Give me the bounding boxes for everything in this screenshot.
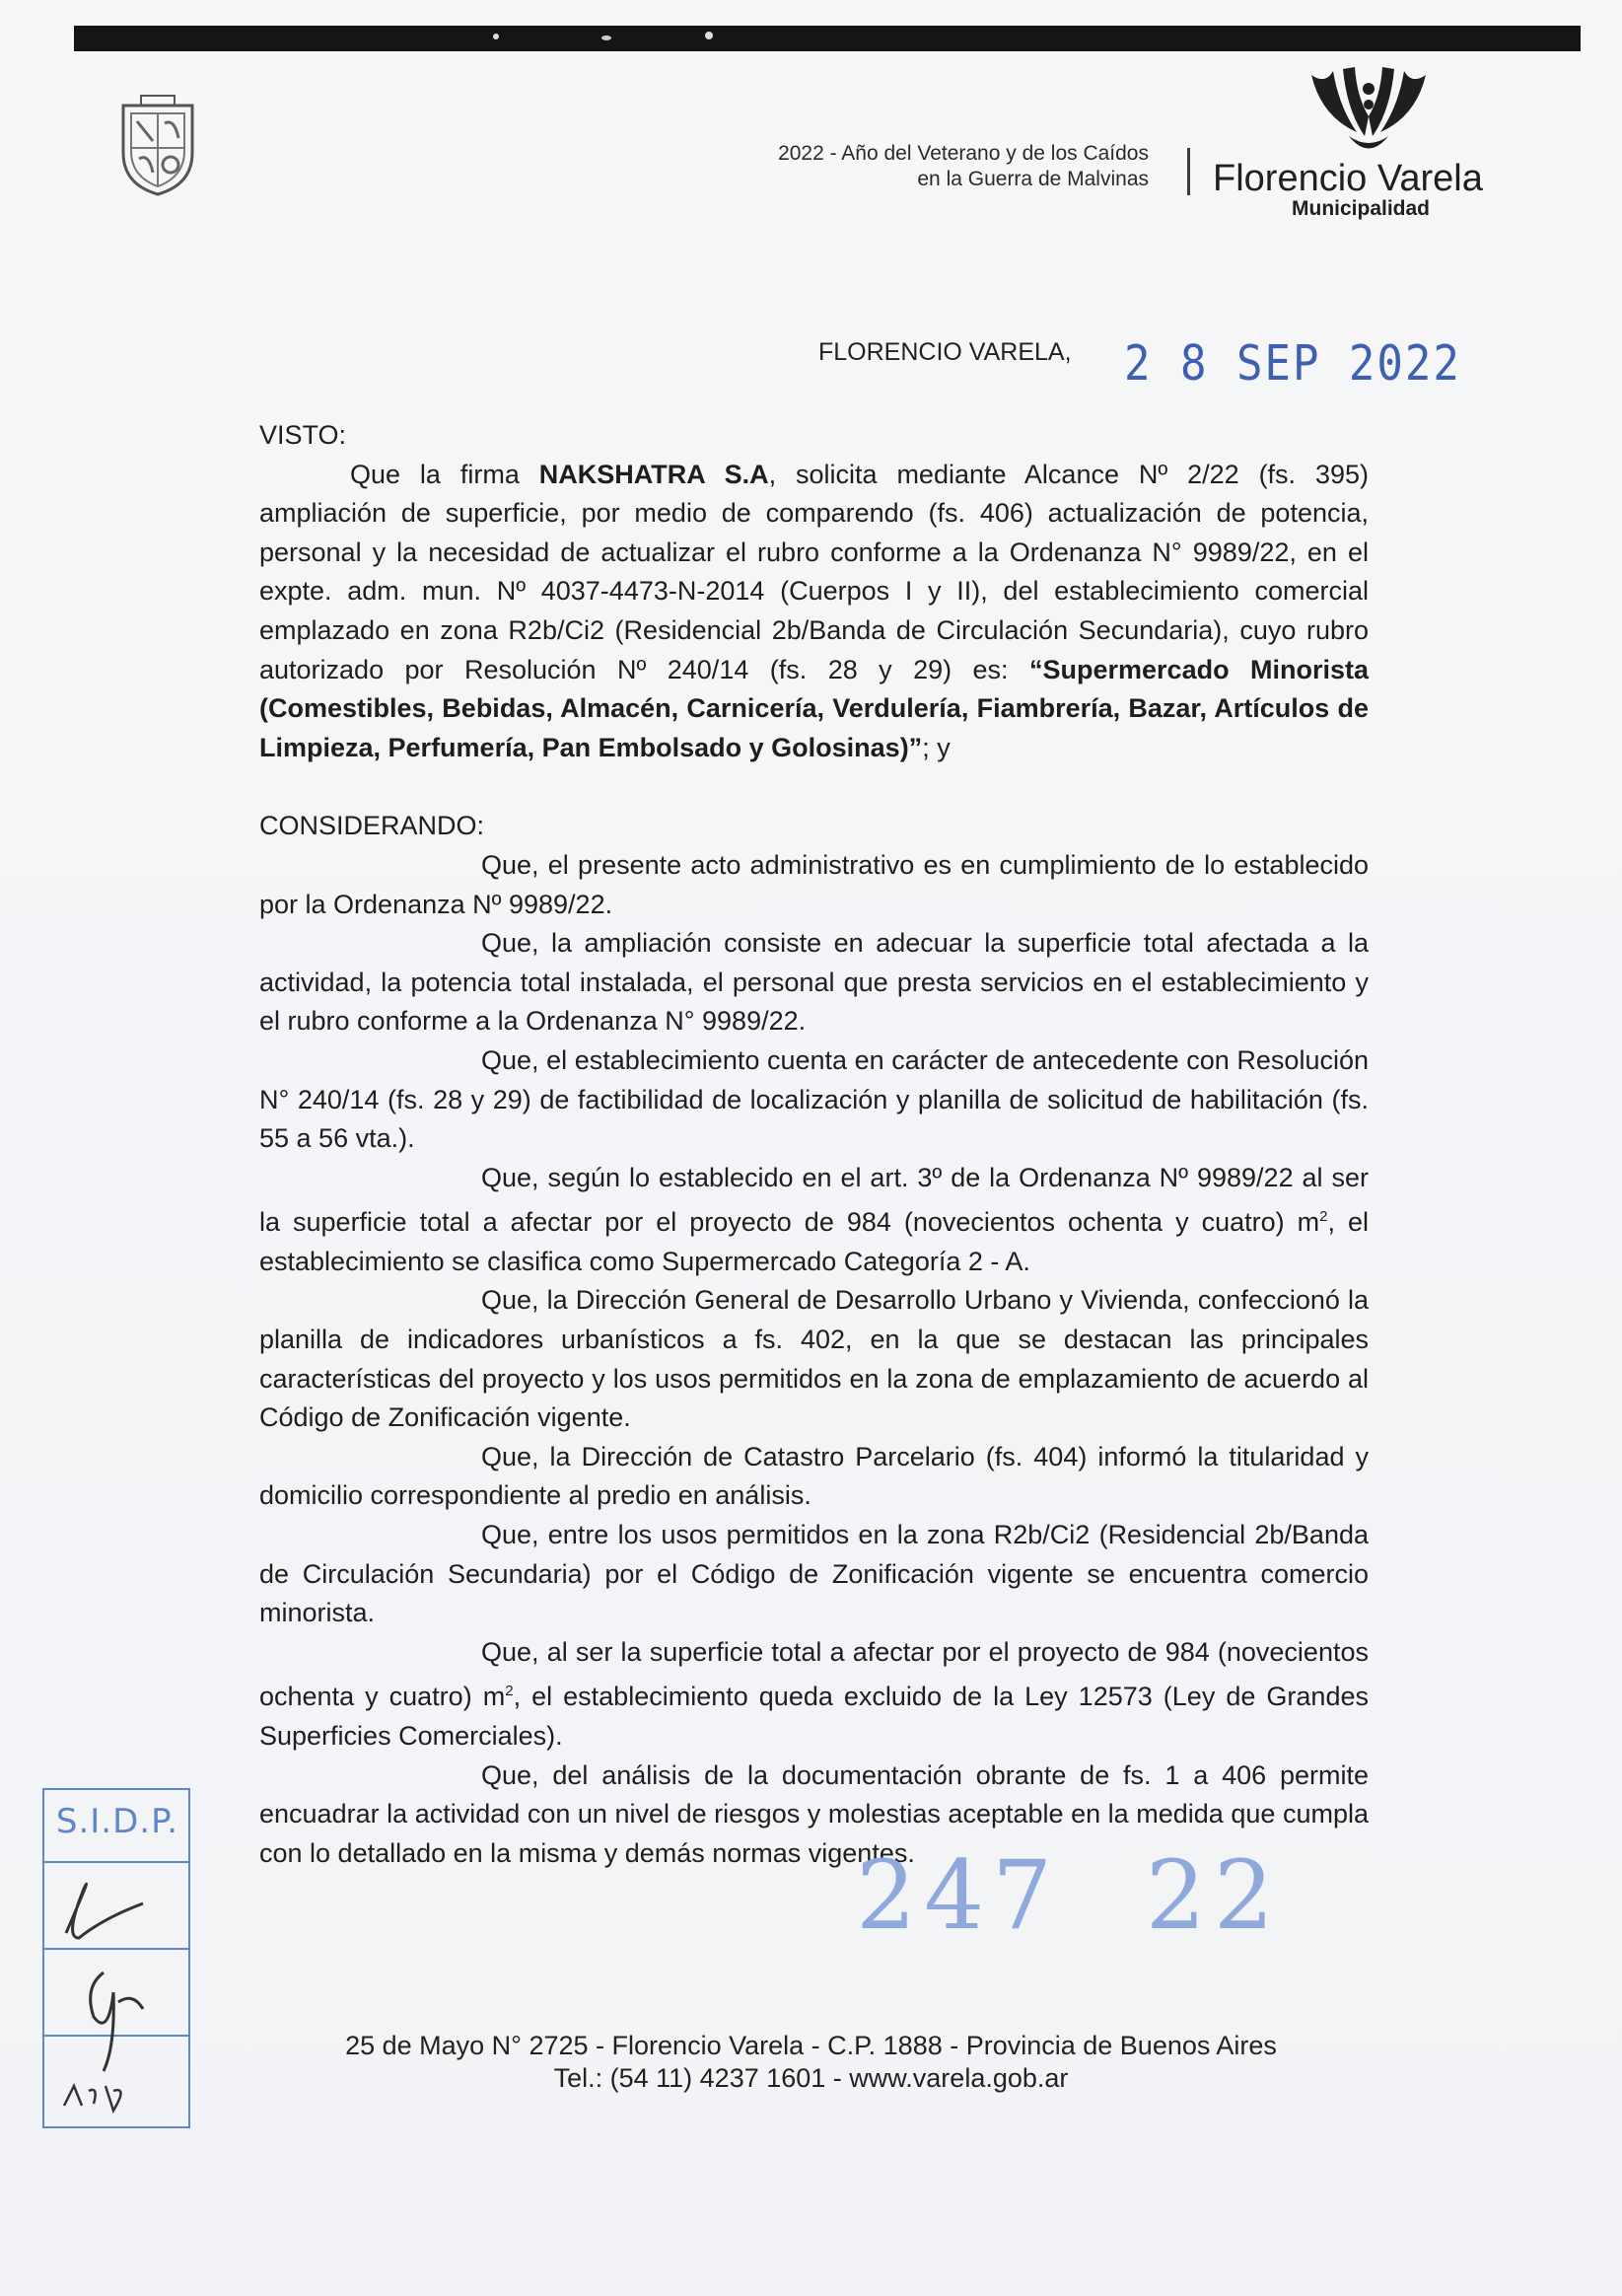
scan-top-bar (74, 26, 1581, 51)
logo-name: Florencio Varela (1213, 158, 1483, 199)
logo-subtitle: Municipalidad (1292, 197, 1431, 220)
considerando-paragraph-9: Que, del análisis de la documentación obrante de fs. 1 a 406 permite encuadrar la actividad con un nivel de riesgos y molestias aceptable en la medida que cumpla con lo detallado en la misma y demás normas vigentes. (259, 1759, 1369, 1868)
scan-speck (705, 32, 713, 39)
considerando-paragraph-5: Que, la Dirección General de Desarrollo Urbano y Vivienda, confeccionó la planilla de indicadores urbanísticos a fs. 402, en la que se destacan las principales características del proyecto y los usos permitidos en la zona de emplazamiento de acuerdo al Código de Zonificación vigente. (259, 1285, 1369, 1433)
year-motto (592, 141, 1149, 192)
considerando-8-text-b: , el establecimiento queda excluido de la Ley 12573 (Ley de Grandes Superficies Comerciales). (259, 1682, 1369, 1751)
considerando-paragraph-7: Que, entre los usos permitidos en la zona R2b/Ci2 (Residencial 2b/Banda de Circulación Secundaria) por el Código de Zonificación vigente se encuentra comercio minorista. (259, 1520, 1369, 1628)
square-superscript: 2 (505, 1683, 514, 1700)
considerando-paragraph-3: Que, el establecimiento cuenta en carácter de antecedente con Resolución N° 240/14 (fs. 28 y 29) de factibilidad de localización y planilla de solicitud de habilitación (fs. 55 a 56 vta.). (259, 1044, 1369, 1154)
visto-text-middle: , solicita mediante Alcance Nº 2/22 (fs. 395) ampliación de superficie, por medio de comparendo (fs. 406) actualización de potencia, personal y la necesidad de actualizar el rubro conforme a la Ordenanza N° 9989/22, en el expte. adm. mun. Nº 4037-4473-N-2014 (Cuerpos I y II), del establecimiento comercial emplazado en zona R2b/Ci2 (Residencial 2b/Banda de Circulación Secundaria), cuyo rubro autorizado por Resolución Nº 240/14 (fs. 28 y 29) es: (259, 459, 1369, 684)
visto-text-start: Que la firma (350, 459, 539, 489)
considerando-label: CONSIDERANDO: (259, 811, 485, 841)
year-motto-line1: 2022 - Año del Veterano y de los Caídos (778, 142, 1149, 165)
municipal-crest-icon (113, 94, 202, 197)
footer-address-line: 25 de Mayo N° 2725 - Florencio Varela - C.P. 1888 - Provincia de Buenos Aires (345, 2031, 1277, 2060)
considerando-paragraph-4 (259, 1159, 1369, 1282)
considerando-paragraph-2: Que, la ampliación consiste en adecuar la superficie total afectada a la actividad, la potencia total instalada, el personal que presta servicios en el establecimiento y el rubro conforme a la Ordenanza N° 9989/22. (259, 928, 1369, 1037)
authorized-rubro: “Supermercado Minorista (Comestibles, Bebidas, Almacén, Carnicería, Verdulería, Fiambrería, Bazar, Artículos de Limpieza, Perfumería, Pan Embolsado y Golosinas)” (259, 654, 1370, 762)
visto-paragraph (259, 456, 1369, 768)
place-label: FLORENCIO VARELA, (818, 338, 1072, 366)
visto-text-end: ; y (922, 732, 951, 762)
footer-contact-line: Tel.: (54 11) 4237 1601 - www.varela.gob.ar (553, 2063, 1069, 2093)
considerando-paragraph-6: Que, la Dirección de Catastro Parcelario (fs. 404) informó la titularidad y domicilio correspondiente al predio en análisis. (259, 1441, 1369, 1511)
date-stamp: 2 8 SEP 2022 (1124, 335, 1461, 393)
year-motto-line2: en la Guerra de Malvinas (917, 168, 1149, 190)
resolution-number-stamp: 247 22 (856, 1840, 1282, 1951)
footer-address (197, 2030, 1425, 2095)
florencio-varela-logo-icon (1300, 67, 1438, 161)
document-body (259, 416, 1369, 1873)
handwritten-initials-icon (44, 1790, 192, 2130)
considerando-8-text-a: Que, al ser la superficie total a afectar por el proyecto de 984 (novecientos ochenta y cuatro) m (259, 1636, 1369, 1712)
visto-label: VISTO: (259, 420, 347, 450)
company-name: NAKSHATRA S.A (538, 459, 769, 489)
header-divider (1187, 148, 1190, 195)
scan-speck (493, 34, 499, 39)
sidp-stamp (42, 1788, 190, 2128)
considerando-4-text-a: Que, según lo establecido en el art. 3º de la Ordenanza Nº 9989/22 al ser la superficie total a afectar por el proyecto de 984 (novecientos ochenta y cuatro) m (259, 1162, 1369, 1238)
considerando-paragraph-8 (259, 1633, 1369, 1757)
section-gap (259, 767, 1369, 807)
square-superscript: 2 (1319, 1208, 1328, 1226)
scan-speck (601, 36, 611, 40)
considerando-4-text-b: , el establecimiento se clasifica como Supermercado Categoría 2 - A. (259, 1207, 1369, 1276)
sidp-stamp-title: S.I.D.P. (55, 1802, 179, 1841)
considerando-paragraph-1: Que, el presente acto administrativo es en cumplimiento de lo establecido por la Ordenanza Nº 9989/22. (259, 849, 1369, 919)
